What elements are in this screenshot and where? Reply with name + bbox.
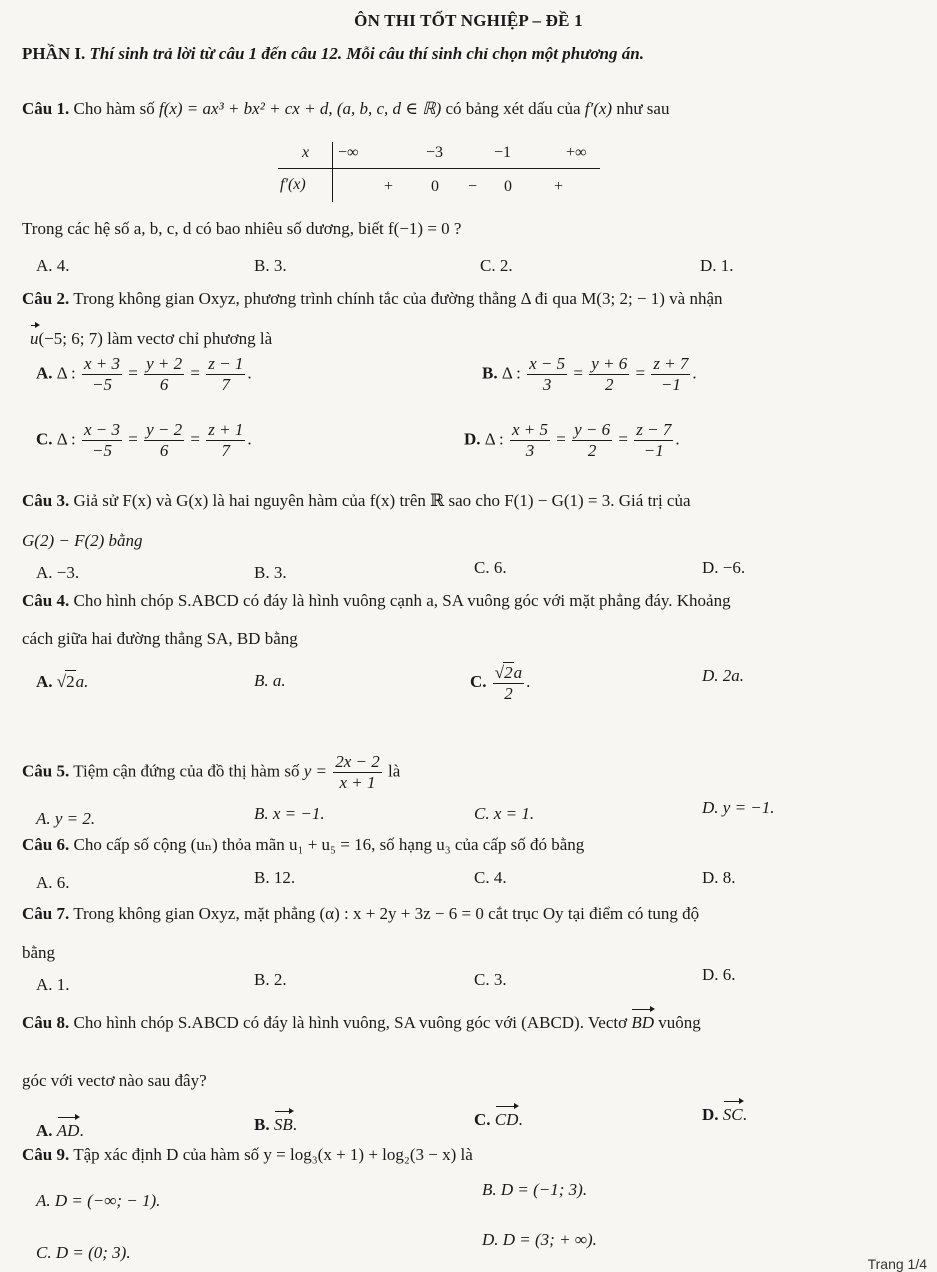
q8-option-c-vec: CD bbox=[494, 1110, 519, 1129]
q7-stem bbox=[22, 903, 699, 925]
q2-option-c[interactable]: C. Δ : $\frac{x - 3}{-5}$ = $\frac{y - 2}{6}$ = $\frac{z + 1}{7}$ . bbox=[36, 420, 252, 460]
q7-text2: bằng bbox=[22, 943, 56, 962]
q5-stem bbox=[22, 752, 400, 793]
sign-table-s2: − bbox=[468, 178, 478, 195]
q1-question: Trong các hệ số a, b, c, d có bao nhiêu số dương, biết f(−1) = 0 ? bbox=[22, 219, 462, 238]
q2-option-d-label: D. bbox=[464, 429, 481, 449]
q2-b-frac1: $\frac{x - 5}{3}$ bbox=[529, 354, 566, 394]
q5-text: Tiệm cận đứng của đồ thị hàm số bbox=[73, 761, 300, 781]
q4-option-b[interactable]: B. a. bbox=[254, 671, 286, 690]
q1-option-d[interactable]: D. 1. bbox=[700, 256, 734, 275]
q2-option-a-delta: Δ : bbox=[56, 363, 76, 383]
q4-option-d[interactable]: D. 2a. bbox=[702, 666, 745, 685]
q1-label: Câu 1. bbox=[22, 99, 70, 118]
part-label: PHẦN I. bbox=[22, 44, 86, 63]
q8-option-c-label: C. bbox=[474, 1110, 491, 1129]
q3-option-a[interactable]: A. −3. bbox=[36, 563, 80, 582]
q2-d-frac2: $\frac{y - 6}{2}$ bbox=[574, 420, 611, 460]
page-title: ÔN THI TỐT NGHIỆP – ĐỀ 1 bbox=[354, 11, 583, 30]
q2-b-frac2: $\frac{y + 6}{2}$ bbox=[591, 354, 628, 394]
q2-d-frac1: $\frac{x + 5}{3}$ bbox=[512, 420, 549, 460]
q7-option-c[interactable]: C. 3. bbox=[474, 970, 507, 989]
q9-option-a[interactable]: A. D = (−∞; − 1). bbox=[36, 1191, 161, 1210]
q1-text-a: Cho hàm số bbox=[73, 99, 155, 118]
q8-option-a-vec: AD bbox=[56, 1121, 80, 1140]
q2-option-c-delta: Δ : bbox=[56, 429, 76, 449]
q3-option-d[interactable]: D. −6. bbox=[702, 558, 746, 577]
q2-c-frac1: $\frac{x - 3}{-5}$ bbox=[84, 420, 121, 460]
q1-option-b[interactable]: B. 3. bbox=[254, 256, 287, 275]
q2-label: Câu 2. bbox=[22, 289, 70, 308]
q2-d-frac3: $\frac{z - 7}{-1}$ bbox=[636, 420, 672, 460]
sign-table-hline bbox=[278, 168, 600, 169]
q4-stem bbox=[22, 590, 731, 612]
q1-text-c: như sau bbox=[616, 99, 670, 118]
q6-label: Câu 6. bbox=[22, 835, 70, 854]
q5-y-eq: y = bbox=[303, 761, 327, 781]
q5-frac: $\frac{2x - 2}{x + 1}$ bbox=[335, 752, 380, 792]
sign-table-x2: −1 bbox=[494, 144, 512, 161]
q2-option-d[interactable]: D. Δ : $\frac{x + 5}{3}$ = $\frac{y - 6}{2}$ = $\frac{z - 7}{-1}$ . bbox=[464, 420, 680, 460]
q7-label: Câu 7. bbox=[22, 904, 70, 923]
sign-table bbox=[278, 142, 600, 202]
q7-option-d[interactable]: D. 6. bbox=[702, 965, 736, 984]
q2-option-a[interactable]: A. Δ : $\frac{x + 3}{-5}$ = $\frac{y + 2}{6}$ = $\frac{z - 1}{7}$ . bbox=[36, 354, 252, 394]
q3-text: Giả sử F(x) và G(x) là hai nguyên hàm của f(x) trên ℝ sao cho F(1) − G(1) = 3. Giá trị của bbox=[73, 491, 691, 510]
q6-text: Cho cấp số cộng (uₙ) thỏa mãn u₁ + u₅ = 16, số hạng u₃ của cấp số đó bằng bbox=[73, 835, 585, 854]
q8-text2: góc với vectơ nào sau đây? bbox=[22, 1071, 207, 1090]
q4-label: Câu 4. bbox=[22, 591, 70, 610]
q6-option-b[interactable]: B. 12. bbox=[254, 868, 296, 887]
q4-option-c-label: C. bbox=[470, 671, 487, 691]
q2-text: Trong không gian Oxyz, phương trình chính tắc của đường thẳng Δ đi qua M(3; 2; − 1) và nhận bbox=[73, 289, 723, 308]
q5-label: Câu 5. bbox=[22, 761, 70, 781]
q2-c-frac3: $\frac{z + 1}{7}$ bbox=[208, 420, 244, 460]
q7-option-a[interactable]: A. 1. bbox=[36, 975, 70, 994]
q3-text2: G(2) − F(2) bằng bbox=[22, 531, 143, 550]
q3-option-c[interactable]: C. 6. bbox=[474, 558, 507, 577]
q9-stem bbox=[22, 1144, 473, 1166]
q5-option-b[interactable]: B. x = −1. bbox=[254, 804, 325, 823]
q8-label: Câu 8. bbox=[22, 1013, 70, 1032]
q9-option-d[interactable]: D. D = (3; + ∞). bbox=[482, 1230, 597, 1249]
q3-stem bbox=[22, 490, 691, 512]
q5-option-a[interactable]: A. y = 2. bbox=[36, 809, 96, 828]
q2-vec-u: u bbox=[30, 329, 39, 348]
sign-table-x-label: x bbox=[302, 144, 310, 161]
sign-table-x0: −∞ bbox=[338, 144, 359, 161]
q9-label: Câu 9. bbox=[22, 1145, 70, 1164]
q1-stem bbox=[22, 98, 669, 120]
q8-option-d-label: D. bbox=[702, 1105, 719, 1124]
q1-text-b: có bảng xét dấu của bbox=[445, 99, 581, 118]
q4-option-a-radicand: 2 bbox=[66, 672, 75, 691]
q5-tail: là bbox=[388, 761, 401, 781]
q1-deriv: f′(x) bbox=[584, 99, 613, 118]
q2-option-b-delta: Δ : bbox=[501, 363, 521, 383]
q8-tail: vuông bbox=[658, 1013, 701, 1032]
q4-text: Cho hình chóp S.ABCD có đáy là hình vuông cạnh a, SA vuông góc với mặt phẳng đáy. Khoảng bbox=[73, 591, 731, 610]
q8-option-d[interactable]: D. SC. bbox=[702, 1105, 747, 1124]
sign-table-s3: 0 bbox=[504, 178, 512, 195]
q9-text: Tập xác định D của hàm số y = log₃(x + 1) + log₂(3 − x) là bbox=[73, 1145, 473, 1164]
sign-table-s0: + bbox=[384, 178, 394, 195]
q2-b-frac3: $\frac{z + 7}{-1}$ bbox=[653, 354, 689, 394]
sign-table-fp-label: f′(x) bbox=[280, 176, 306, 193]
q2-a-frac1: $\frac{x + 3}{-5}$ bbox=[84, 354, 121, 394]
q8-option-b-label: B. bbox=[254, 1115, 270, 1134]
page-number: Trang 1/4 bbox=[867, 1256, 927, 1272]
q1-func: f(x) = ax³ + bx² + cx + d, (a, b, c, d ∈ ℝ) bbox=[158, 99, 442, 118]
q2-a-frac2: $\frac{y + 2}{6}$ bbox=[146, 354, 183, 394]
q7-text: Trong không gian Oxyz, mặt phẳng (α) : x + 2y + 3z − 6 = 0 cắt trục Oy tại điểm có tung độ bbox=[73, 904, 700, 923]
q2-text2: (−5; 6; 7) làm vectơ chỉ phương là bbox=[38, 329, 273, 348]
q2-option-b[interactable]: B. Δ : $\frac{x - 5}{3}$ = $\frac{y + 6}{2}$ = $\frac{z + 7}{-1}$ . bbox=[482, 354, 697, 394]
q4-option-a[interactable]: A. √2a. bbox=[36, 672, 89, 691]
part-instruction bbox=[22, 43, 644, 65]
q6-stem bbox=[22, 834, 584, 856]
q6-option-d[interactable]: D. 8. bbox=[702, 868, 736, 887]
q8-option-a[interactable]: A. AD. bbox=[36, 1121, 84, 1140]
q2-option-d-delta: Δ : bbox=[484, 429, 504, 449]
q8-option-c[interactable]: C. CD. bbox=[474, 1110, 523, 1129]
q6-option-a[interactable]: A. 6. bbox=[36, 873, 70, 892]
q2-c-frac2: $\frac{y - 2}{6}$ bbox=[146, 420, 183, 460]
q7-option-b[interactable]: B. 2. bbox=[254, 970, 287, 989]
q4-option-c-frac: $\frac{√2a}{2}$ bbox=[494, 663, 523, 703]
sign-table-x1: −3 bbox=[426, 144, 444, 161]
q1-option-a[interactable]: A. 4. bbox=[36, 256, 70, 275]
q8-option-b[interactable]: B. SB. bbox=[254, 1115, 297, 1134]
q5-option-c[interactable]: C. x = 1. bbox=[474, 804, 535, 823]
q4-option-c[interactable]: C. $\frac{√2a}{2}$ . bbox=[470, 663, 531, 703]
q8-vec-bd: BD bbox=[631, 1013, 655, 1032]
sign-table-x3: +∞ bbox=[566, 144, 587, 161]
q9-option-c[interactable]: C. D = (0; 3). bbox=[36, 1243, 131, 1262]
q4-option-a-label: A. bbox=[36, 672, 53, 691]
q2-stem bbox=[22, 288, 723, 310]
q2-option-b-label: B. bbox=[482, 363, 498, 383]
q6-option-c[interactable]: C. 4. bbox=[474, 868, 507, 887]
q3-option-b[interactable]: B. 3. bbox=[254, 563, 287, 582]
q2-stem-2 bbox=[30, 328, 272, 350]
q8-text: Cho hình chóp S.ABCD có đáy là hình vuông, SA vuông góc với (ABCD). Vectơ bbox=[73, 1013, 628, 1032]
sign-table-vline bbox=[332, 142, 333, 202]
q8-option-d-vec: SC bbox=[722, 1105, 743, 1124]
sign-table-s4: + bbox=[554, 178, 564, 195]
q2-a-frac3: $\frac{z - 1}{7}$ bbox=[208, 354, 244, 394]
q2-option-a-label: A. bbox=[36, 363, 53, 383]
q5-option-d[interactable]: D. y = −1. bbox=[702, 798, 775, 817]
q8-option-a-label: A. bbox=[36, 1121, 53, 1140]
sign-table-s1: 0 bbox=[431, 178, 439, 195]
q8-option-b-vec: SB bbox=[273, 1115, 293, 1134]
q8-stem bbox=[22, 1012, 701, 1034]
q9-option-b[interactable]: B. D = (−1; 3). bbox=[482, 1180, 588, 1199]
q1-option-c[interactable]: C. 2. bbox=[480, 256, 513, 275]
q4-text2: cách giữa hai đường thẳng SA, BD bằng bbox=[22, 629, 298, 648]
q2-option-c-label: C. bbox=[36, 429, 53, 449]
q3-label: Câu 3. bbox=[22, 491, 70, 510]
q4-option-a-tail: a. bbox=[75, 672, 89, 691]
part-text: Thí sinh trả lời từ câu 1 đến câu 12. Mỗi câu thí sinh chỉ chọn một phương án. bbox=[89, 44, 644, 63]
